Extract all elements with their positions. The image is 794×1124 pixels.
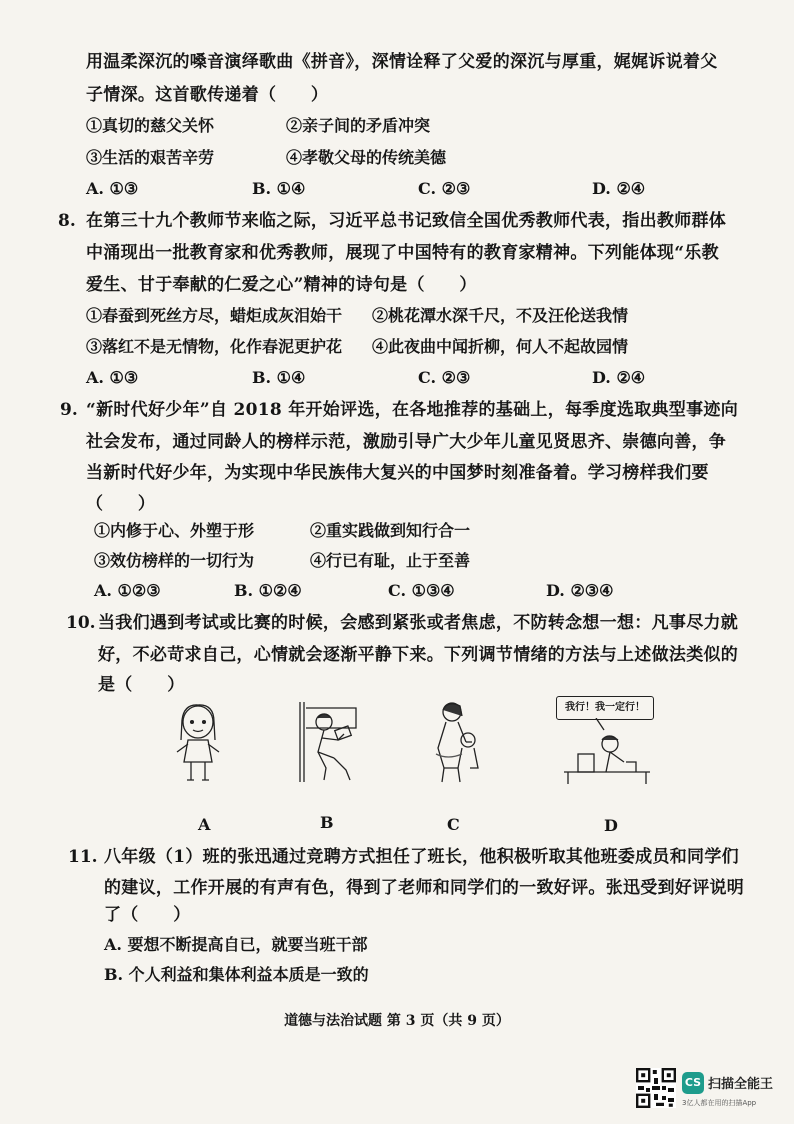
q11-text-line: 了（ ） [104, 905, 191, 925]
q11-option-b: B. 个人利益和集体利益本质是一致的 [104, 965, 369, 984]
q8-text-line: 在第三十九个教师节来临之际，习近平总书记致信全国优秀教师代表，指出教师群体 [86, 211, 727, 231]
q9-option-4: ④行已有耻，止于至善 [310, 551, 471, 570]
figure-c-label: C [447, 815, 460, 834]
q7-text-line: 用温柔深沉的嗓音演绎歌曲《拼音》，深情诠释了父爱的深沉与厚重，娓娓诉说着父 [86, 52, 718, 72]
figure-d-person-at-desk [556, 718, 656, 786]
q9-option-1: ①内修于心、外塑于形 [94, 521, 255, 540]
figure-d-label: D [604, 816, 618, 835]
q9-text-line: “新时代好少年”自 2018 年开始评选，在各地推荐的基础上，每季度选取典型事迹向 [86, 400, 739, 420]
q9-text-line: （ ） [86, 494, 156, 514]
q10-text-line: 好，不必苛求自己，心情就会逐渐平静下来。下列调节情绪的方法与上述做法类似的 [98, 645, 739, 665]
q8-option-2: ②桃花潭水深千尺，不及汪伦送我情 [372, 306, 629, 325]
q8-answer-b: B. ①④ [252, 368, 306, 387]
q8-option-1: ①春蚕到死丝方尽，蜡炬成灰泪始干 [86, 306, 343, 325]
q8-answer-a: A. ①③ [86, 368, 139, 387]
figure-b-label: B [320, 813, 334, 832]
q9-answer-a: A. ①②③ [94, 581, 161, 600]
q8-text-line: 爱生、甘于奉献的仁爱之心”精神的诗句是（ ） [86, 275, 477, 295]
q8-option-4: ④此夜曲中闻折柳，何人不起故园情 [372, 337, 629, 356]
q7-answer-c: C. ②③ [418, 179, 471, 198]
figure-a-label: A [198, 815, 211, 834]
q11-option-a: A. 要想不断提高自已，就要当班干部 [104, 935, 368, 954]
q7-option-1: ①真切的慈父关怀 [86, 116, 215, 135]
figure-d-self-encouragement-illustration [556, 696, 656, 786]
q8-number: 8. [58, 211, 76, 231]
page-footer: 道德与法治试题 第 3 页（共 9 页） [284, 1013, 510, 1029]
q7-option-2: ②亲子间的矛盾冲突 [286, 116, 431, 135]
q9-number: 9. [60, 400, 78, 420]
q10-text-line: 当我们遇到考试或比赛的时候，会感到紧张或者焦虑，不防转念想一想：凡事尽力就 [98, 613, 739, 633]
q7-option-4: ④孝敬父母的传统美德 [286, 148, 447, 167]
q7-answer-b: B. ①④ [252, 179, 306, 198]
q9-option-2: ②重实践做到知行合一 [310, 521, 471, 540]
q11-number: 11. [68, 847, 98, 867]
figure-d-speech-bubble: 我行！我一定行！ [556, 696, 654, 720]
q9-option-3: ③效仿榜样的一切行为 [94, 551, 255, 570]
q9-answer-c: C. ①③④ [388, 581, 455, 600]
q9-text-line: 社会发布，通过同龄人的榜样示范，激励引导广大少年儿童见贤思齐、崇德向善，争 [86, 432, 727, 452]
figure-a-girl-illustration [168, 700, 228, 784]
q11-text-line: 的建议，工作开展的有声有色，得到了老师和同学们的一致好评。张迅受到好评说明 [104, 878, 745, 898]
q10-text-line: 是（ ） [98, 675, 185, 695]
scanner-app-tagline: 3亿人都在用的扫描App [682, 1099, 757, 1107]
q11-text-line: 八年级（1）班的张迅通过竞聘方式担任了班长，他积极听取其他班委成员和同学们 [104, 847, 739, 867]
q8-option-3: ③落红不是无情物，化作春泥更护花 [86, 337, 343, 356]
q7-answer-d: D. ②④ [592, 179, 646, 198]
q7-text-line: 子情深。这首歌传递着（ ） [86, 85, 329, 105]
q7-option-3: ③生活的艰苦辛劳 [86, 148, 215, 167]
figure-b-sitting-person-illustration [296, 700, 360, 784]
camscanner-logo-icon: CS [682, 1072, 704, 1094]
figure-c-mother-child-illustration [428, 698, 488, 784]
q8-answer-d: D. ②④ [592, 368, 646, 387]
q10-number: 10. [66, 613, 96, 633]
q9-answer-b: B. ①②④ [234, 581, 302, 600]
scanner-app-name: 扫描全能王 [708, 1077, 774, 1092]
q8-answer-c: C. ②③ [418, 368, 471, 387]
q7-answer-a: A. ①③ [86, 179, 139, 198]
q9-answer-d: D. ②③④ [546, 581, 614, 600]
q9-text-line: 当新时代好少年，为实现中华民族伟大复兴的中国梦时刻准备着。学习榜样我们要 [86, 463, 709, 483]
qr-code-icon [636, 1068, 676, 1108]
q8-text-line: 中涌现出一批教育家和优秀教师，展现了中国特有的教育家精神。下列能体现“乐教 [86, 243, 719, 263]
